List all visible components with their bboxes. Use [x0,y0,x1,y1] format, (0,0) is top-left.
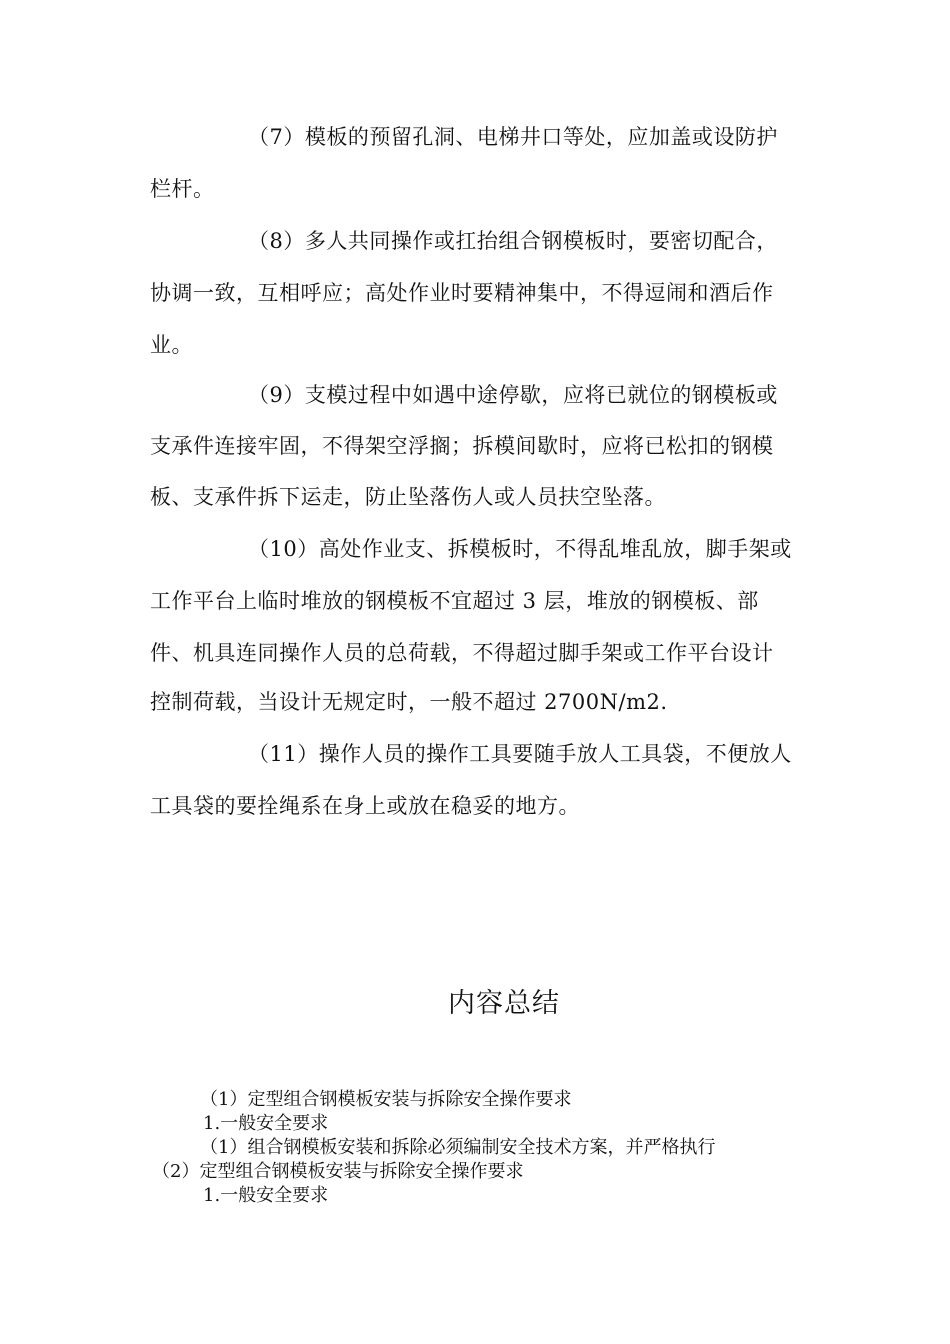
paragraph-11-line-2: 工具袋的要拴绳系在身上或放在稳妥的地方。 [150,794,580,818]
summary-line: （1）定型组合钢模板安装与拆除安全操作要求 [200,1089,572,1110]
paragraph-9-line-3: 板、支承件拆下运走，防止坠落伤人或人员扶空坠落。 [150,485,666,509]
paragraph-9-line-2: 支承件连接牢固，不得架空浮搁；拆模间歇时，应将已松扣的钢模 [150,434,774,458]
paragraph-10-line-2: 工作平台上临时堆放的钢模板不宜超过 3 层，堆放的钢模板、部 [150,589,759,613]
paragraph-10-line-1: （10）高处作业支、拆模板时，不得乱堆乱放，脚手架或 [248,537,792,561]
summary-title: 内容总结 [448,988,560,1019]
paragraph-9-line-1: （9）支模过程中如遇中途停歇，应将已就位的钢模板或 [248,383,778,407]
paragraph-10-line-4: 控制荷载，当设计无规定时，一般不超过 2700N/m2. [150,690,668,714]
paragraph-8-line-2: 协调一致，互相呼应；高处作业时要精神集中，不得逗闹和酒后作 [150,281,774,305]
summary-line: 1.一般安全要求 [203,1113,329,1134]
summary-line: 1.一般安全要求 [203,1185,329,1206]
paragraph-7-line-2: 栏杆。 [150,177,215,201]
paragraph-11-line-1: （11）操作人员的操作工具要随手放人工具袋，不便放人 [248,742,792,766]
summary-line: （2）定型组合钢模板安装与拆除安全操作要求 [152,1161,524,1182]
summary-line: （1）组合钢模板安装和拆除必须编制安全技术方案，并严格执行 [200,1137,716,1158]
paragraph-8-line-1: （8）多人共同操作或扛抬组合钢模板时，要密切配合， [248,229,778,253]
paragraph-8-line-3: 业。 [150,333,193,357]
paragraph-10-line-3: 件、机具连同操作人员的总荷载，不得超过脚手架或工作平台设计 [150,641,774,665]
paragraph-7-line-1: （7）模板的预留孔洞、电梯井口等处，应加盖或设防护 [248,125,778,149]
